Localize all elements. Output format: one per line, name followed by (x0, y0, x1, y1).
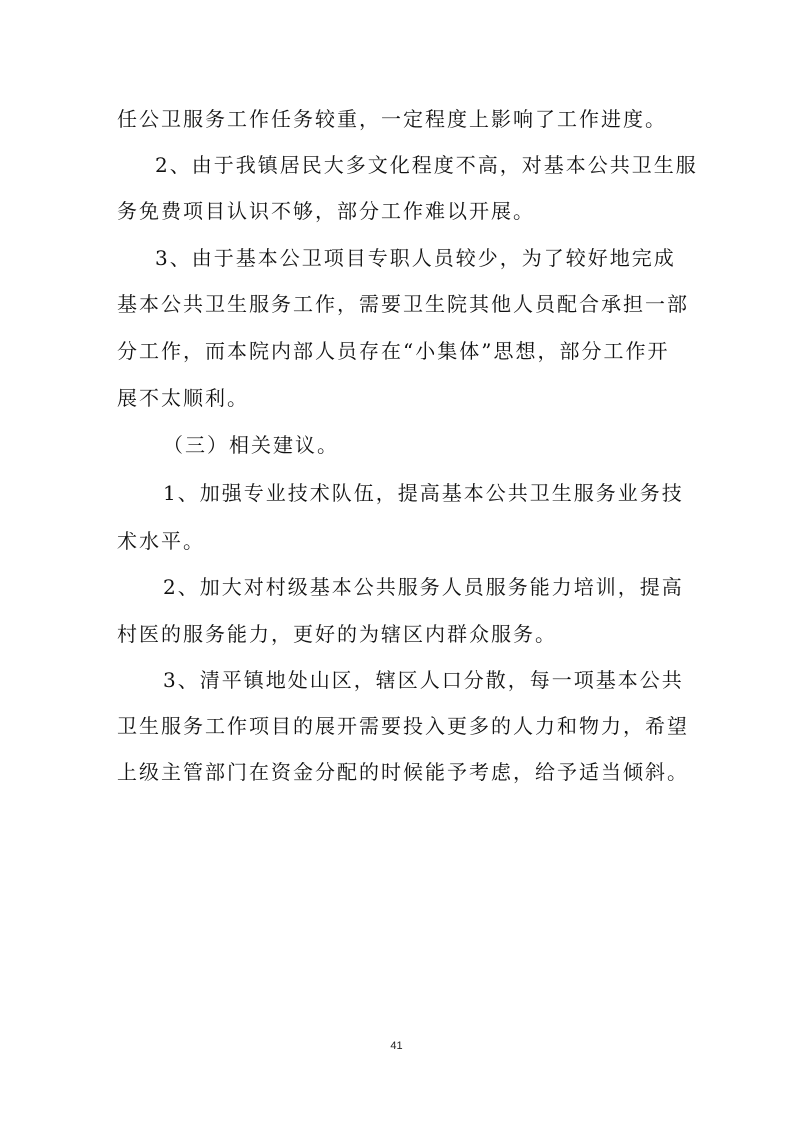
paragraph-problem-2-line-2: 务免费项目认识不够，部分工作难以开展。 (117, 199, 535, 223)
paragraph-suggestion-2-line-1: 2、加大对村级基本公共服务人员服务能力培训，提高 (163, 575, 684, 599)
page-number: 41 (390, 1040, 403, 1052)
paragraph-suggestion-3-line-3: 上级主管部门在资金分配的时候能予考虑，给予适当倾斜。 (117, 760, 689, 784)
paragraph-problem-3-line-1: 3、由于基本公卫项目专职人员较少，为了较好地完成 (155, 246, 676, 270)
paragraph-problem-3-line-3: 分工作，而本院内部人员存在“小集体”思想，部分工作开 (117, 339, 670, 363)
paragraph-problem-3-line-2: 基本公共卫生服务工作，需要卫生院其他人员配合承担一部 (117, 292, 689, 316)
paragraph-suggestion-2-line-2: 村医的服务能力，更好的为辖区内群众服务。 (117, 622, 557, 646)
section-heading-suggestions: （三）相关建议。 (163, 433, 339, 457)
paragraph-problem-2-line-1: 2、由于我镇居民大多文化程度不高，对基本公共卫生服 (155, 153, 698, 177)
paragraph-suggestion-3-line-1: 3、清平镇地处山区，辖区人口分散，每一项基本公共 (163, 668, 684, 692)
paragraph-suggestion-3-line-2: 卫生服务工作项目的展开需要投入更多的人力和物力，希望 (117, 714, 689, 738)
paragraph-problem-3-line-4: 展不太顺利。 (117, 386, 249, 410)
paragraph-suggestion-1-line-2: 术水平。 (117, 529, 205, 553)
paragraph-continuation-line-1: 任公卫服务工作任务较重，一定程度上影响了工作进度。 (117, 107, 667, 131)
paragraph-suggestion-1-line-1: 1、加强专业技术队伍，提高基本公共卫生服务业务技 (163, 481, 684, 505)
